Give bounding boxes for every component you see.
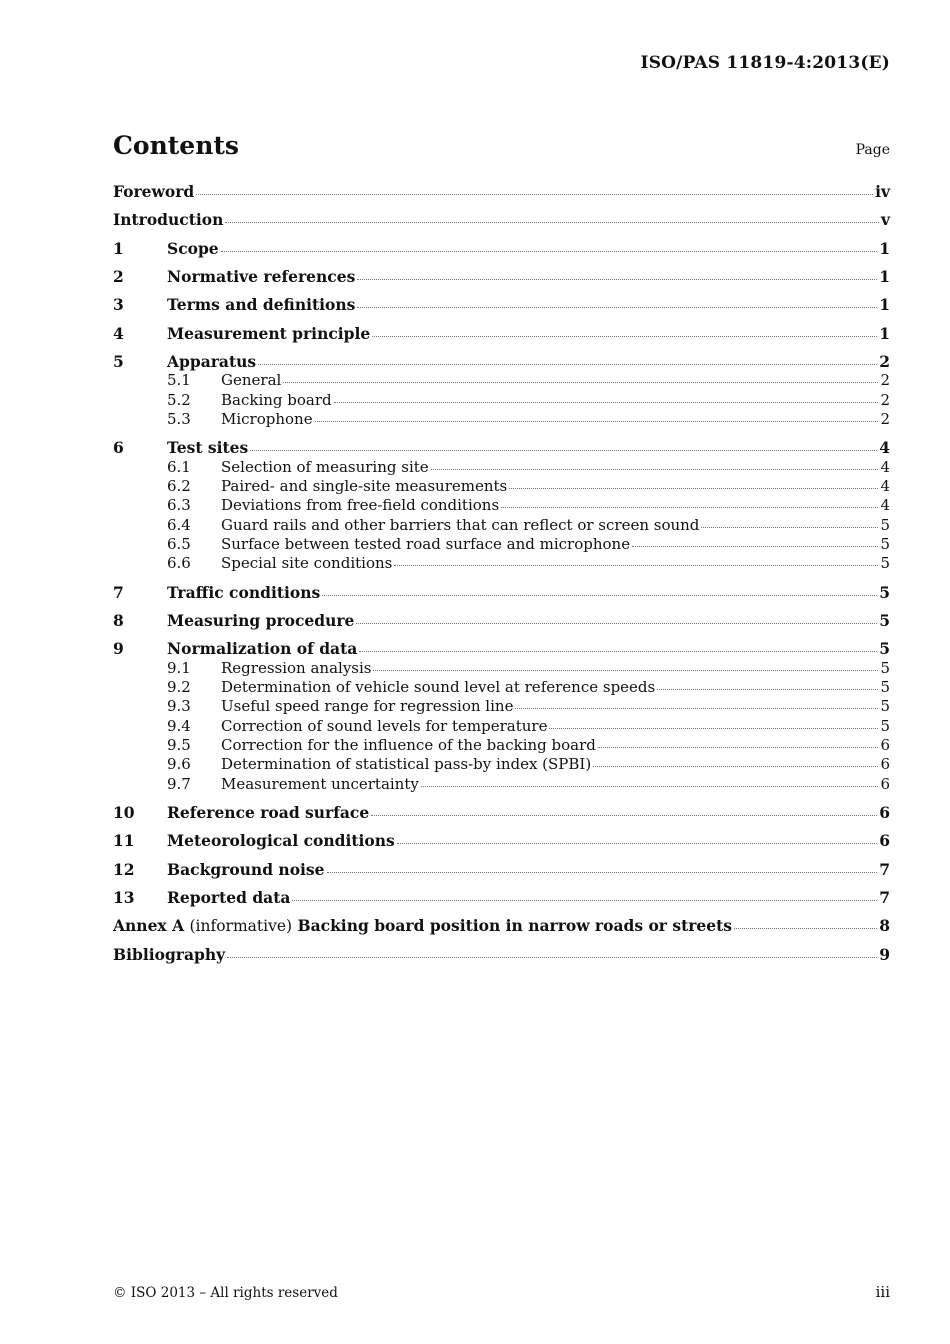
dot-leader xyxy=(397,843,877,844)
dot-leader xyxy=(221,251,878,252)
dot-leader xyxy=(371,815,877,816)
toc-entry[interactable] xyxy=(113,860,890,879)
toc-entry-title: Foreword xyxy=(113,182,195,201)
toc-entry-title: Test sites xyxy=(167,438,249,457)
toc-entry-title: Surface between tested road surface and microphone xyxy=(221,535,631,553)
dot-leader xyxy=(515,708,878,709)
toc-entry-page: 5 xyxy=(880,717,890,735)
toc-entry-page: 7 xyxy=(879,860,890,879)
dot-leader xyxy=(196,194,873,195)
toc-entry-page: 5 xyxy=(880,697,890,715)
dot-leader xyxy=(258,364,877,365)
toc-entry[interactable] xyxy=(113,516,890,534)
toc-entry-page: 1 xyxy=(879,324,890,343)
toc-entry-page: 8 xyxy=(879,916,890,935)
toc-entry-number: 2 xyxy=(113,267,124,286)
toc-entry[interactable] xyxy=(113,755,890,773)
toc-entry-number: 9.4 xyxy=(167,717,191,735)
toc-entry-title: Correction of sound levels for temperature xyxy=(221,717,548,735)
page-number: iii xyxy=(875,1283,890,1301)
dot-leader xyxy=(593,766,878,767)
dot-leader xyxy=(227,957,877,958)
toc-entry[interactable] xyxy=(113,477,890,495)
toc-entry[interactable] xyxy=(113,324,890,343)
toc-entry-title: Determination of statistical pass-by index (SPBI) xyxy=(221,755,592,773)
dot-leader xyxy=(549,728,878,729)
toc-entry-title: Deviations from free-field conditions xyxy=(221,496,500,514)
toc-entry-page: 5 xyxy=(879,583,890,602)
toc-entry-title: Backing board xyxy=(221,391,332,409)
toc-entry[interactable] xyxy=(113,736,890,754)
toc-entry-page: 5 xyxy=(880,516,890,534)
toc-entry-number: 1 xyxy=(113,239,124,258)
toc-entry[interactable] xyxy=(113,888,890,907)
toc-entry-page: 6 xyxy=(880,755,890,773)
page-title: Contents xyxy=(113,131,240,160)
toc-entry[interactable] xyxy=(113,239,890,258)
toc-entry-page: 9 xyxy=(879,945,890,964)
toc-entry[interactable] xyxy=(113,717,890,735)
toc-entry-number: 5.2 xyxy=(167,391,191,409)
toc-entry[interactable] xyxy=(113,458,890,476)
toc-entry-number: 6.5 xyxy=(167,535,191,553)
toc-entry[interactable] xyxy=(113,659,890,677)
toc-entry-page: 4 xyxy=(880,458,890,476)
dot-leader xyxy=(315,421,879,422)
toc-entry-number: 9.5 xyxy=(167,736,191,754)
dot-leader xyxy=(334,402,879,403)
toc-entry-number: 9.7 xyxy=(167,775,191,793)
annex-label: Annex A xyxy=(113,916,185,935)
annex-title: Backing board position in narrow roads or streets xyxy=(297,916,733,935)
toc-entry-number: 5 xyxy=(113,352,124,371)
dot-leader xyxy=(509,488,878,489)
toc-entry-title: Normalization of data xyxy=(167,639,358,658)
toc-entry-title: Microphone xyxy=(221,410,313,428)
toc-entry-number: 12 xyxy=(113,860,135,879)
toc-entry[interactable] xyxy=(113,438,890,457)
toc-entry-number: 6.1 xyxy=(167,458,191,476)
dot-leader xyxy=(359,651,877,652)
page-column-label: Page xyxy=(855,142,890,158)
toc-entry-number: 3 xyxy=(113,295,124,314)
toc-entry-number: 5.3 xyxy=(167,410,191,428)
document-id: ISO/PAS 11819-4:2013(E) xyxy=(640,53,890,73)
toc-entry-page: 1 xyxy=(879,267,890,286)
toc-entry-page: 5 xyxy=(879,611,890,630)
toc-entry-number: 6.4 xyxy=(167,516,191,534)
copyright-notice: © ISO 2013 – All rights reserved xyxy=(113,1285,338,1301)
toc-entry[interactable] xyxy=(113,916,890,935)
toc-entry[interactable] xyxy=(113,554,890,572)
toc-entry-title: Introduction xyxy=(113,210,224,229)
toc-entry[interactable] xyxy=(113,295,890,314)
toc-entry[interactable] xyxy=(113,678,890,696)
toc-entry[interactable] xyxy=(113,267,890,286)
dot-leader xyxy=(357,279,877,280)
toc-entry-page: 2 xyxy=(880,391,890,409)
toc-entry-page: 5 xyxy=(880,535,890,553)
toc-entry-title: Measuring procedure xyxy=(167,611,355,630)
toc-entry[interactable] xyxy=(113,410,890,428)
toc-entry-page: 5 xyxy=(880,554,890,572)
toc-entry-title: Measurement uncertainty xyxy=(221,775,419,793)
toc-entry-page: 5 xyxy=(880,678,890,696)
toc-entry-title: Meteorological conditions xyxy=(167,831,395,850)
dot-leader xyxy=(356,623,877,624)
toc-entry[interactable] xyxy=(113,639,890,658)
toc-entry-title: Reference road surface xyxy=(167,803,370,822)
toc-entry-number: 11 xyxy=(113,831,135,850)
toc-entry-title: Determination of vehicle sound level at reference speeds xyxy=(221,678,656,696)
dot-leader xyxy=(501,507,878,508)
toc-entry-title: Guard rails and other barriers that can reflect or screen sound xyxy=(221,516,700,534)
dot-leader xyxy=(322,595,877,596)
toc-entry[interactable] xyxy=(113,371,890,389)
toc-entry-title xyxy=(113,916,732,935)
toc-entry-title: Scope xyxy=(167,239,219,258)
dot-leader xyxy=(734,928,877,929)
dot-leader xyxy=(632,546,878,547)
dot-leader xyxy=(431,469,879,470)
toc-entry-page: 6 xyxy=(879,803,890,822)
toc-entry-title: Useful speed range for regression line xyxy=(221,697,514,715)
toc-entry-number: 7 xyxy=(113,583,124,602)
toc-entry[interactable] xyxy=(113,831,890,850)
dot-leader xyxy=(657,689,878,690)
toc-entry-title: Reported data xyxy=(167,888,291,907)
toc-entry-number: 9.2 xyxy=(167,678,191,696)
toc-entry[interactable] xyxy=(113,803,890,822)
toc-entry-page: 6 xyxy=(880,736,890,754)
toc-entry-page: 4 xyxy=(879,438,890,457)
toc-entry[interactable] xyxy=(113,611,890,630)
toc-entry-title: Traffic conditions xyxy=(167,583,321,602)
dot-leader xyxy=(421,786,879,787)
toc-entry-number: 5.1 xyxy=(167,371,191,389)
toc-entry-page: 1 xyxy=(879,295,890,314)
toc-entry-page: 5 xyxy=(879,639,890,658)
toc-entry-number: 6.2 xyxy=(167,477,191,495)
toc-entry-number: 9.3 xyxy=(167,697,191,715)
toc-entry-number: 6 xyxy=(113,438,124,457)
dot-leader xyxy=(701,527,878,528)
toc-entry-page: 4 xyxy=(880,496,890,514)
toc-entry-page: 5 xyxy=(880,659,890,677)
toc-entry-number: 9.1 xyxy=(167,659,191,677)
dot-leader xyxy=(283,382,878,383)
toc-entry[interactable] xyxy=(113,391,890,409)
toc-entry[interactable] xyxy=(113,182,890,201)
toc-entry-page: 1 xyxy=(879,239,890,258)
toc-entry[interactable] xyxy=(113,535,890,553)
toc-entry-page: 2 xyxy=(880,371,890,389)
toc-entry[interactable] xyxy=(113,352,890,371)
annex-type: (informative) xyxy=(189,917,293,935)
toc-entry-title: General xyxy=(221,371,282,389)
toc-entry-title: Terms and definitions xyxy=(167,295,356,314)
dot-leader xyxy=(225,222,879,223)
toc-entry-number: 4 xyxy=(113,324,124,343)
toc-entry-page: 4 xyxy=(880,477,890,495)
toc-entry-title: Selection of measuring site xyxy=(221,458,429,476)
dot-leader xyxy=(373,670,878,671)
toc-entry-page: iv xyxy=(875,182,890,201)
toc-entry-number: 9 xyxy=(113,639,124,658)
toc-entry[interactable] xyxy=(113,775,890,793)
toc-entry-title: Paired- and single-site measurements xyxy=(221,477,508,495)
dot-leader xyxy=(357,307,877,308)
toc-entry[interactable] xyxy=(113,210,890,229)
toc-entry-number: 10 xyxy=(113,803,135,822)
dot-leader xyxy=(372,336,877,337)
toc-entry-title: Apparatus xyxy=(167,352,257,371)
dot-leader xyxy=(292,900,877,901)
toc-entry-page: 6 xyxy=(879,831,890,850)
dot-leader xyxy=(250,450,877,451)
toc-entry-number: 8 xyxy=(113,611,124,630)
dot-leader xyxy=(598,747,879,748)
toc-entry-title: Regression analysis xyxy=(221,659,372,677)
toc-entry-page: 2 xyxy=(880,410,890,428)
toc-entry-page: 7 xyxy=(879,888,890,907)
toc-entry[interactable] xyxy=(113,496,890,514)
toc-entry-title: Special site conditions xyxy=(221,554,393,572)
toc-entry-number: 13 xyxy=(113,888,135,907)
toc-entry-number: 9.6 xyxy=(167,755,191,773)
toc-entry-title: Bibliography xyxy=(113,945,226,964)
toc-entry-title: Correction for the influence of the backing board xyxy=(221,736,596,754)
dot-leader xyxy=(327,872,878,873)
toc-entry-page: 6 xyxy=(880,775,890,793)
toc-entry[interactable] xyxy=(113,583,890,602)
toc-entry-number: 6.3 xyxy=(167,496,191,514)
toc-entry[interactable] xyxy=(113,697,890,715)
toc-entry-page: v xyxy=(880,210,890,229)
toc-entry-page: 2 xyxy=(879,352,890,371)
toc-entry-title: Normative references xyxy=(167,267,356,286)
dot-leader xyxy=(394,565,878,566)
toc-entry[interactable] xyxy=(113,945,890,964)
toc-entry-title: Background noise xyxy=(167,860,325,879)
toc-entry-number: 6.6 xyxy=(167,554,191,572)
toc-entry-title: Measurement principle xyxy=(167,324,371,343)
